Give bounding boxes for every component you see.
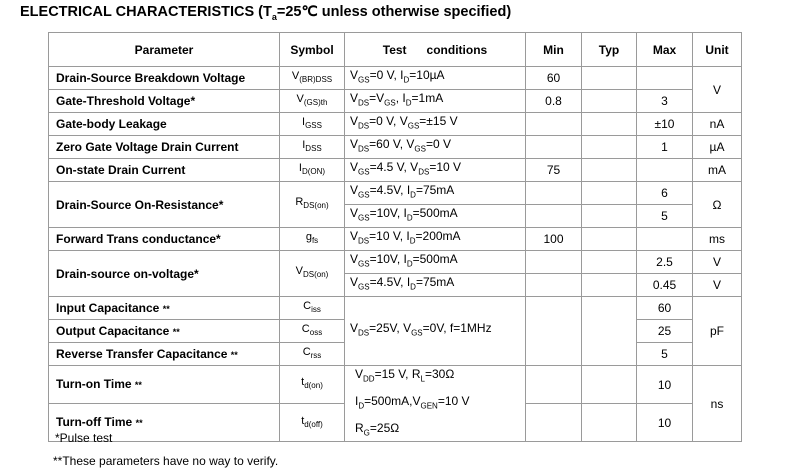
unit-cell: V [693,274,742,297]
table-row [49,297,742,320]
max-cell: 1 [637,136,693,159]
param-cell: Drain-source on-voltage* [49,251,280,297]
typ-cell [582,297,637,366]
min-cell [526,182,582,205]
param-cell: Output Capacitance ** [49,320,280,343]
table-row [49,159,742,182]
max-cell: ±10 [637,113,693,136]
header-max: Max [637,33,693,67]
typ-cell [582,67,637,90]
condition-cell: $V_{DD}=15$ V, $R_L=30\Omega$ $I_D=500mA,V_{GEN}=10$ V $R_G=25\Omega$ [345,366,526,442]
symbol-cell: $C_{iss}$ [280,297,345,320]
typ-cell [582,159,637,182]
max-cell: 5 [637,343,693,366]
typ-cell [582,228,637,251]
condition-cell: $V_{DS}=60$ V, $V_{GS}=0$ V [345,136,526,159]
param-cell: Drain-Source Breakdown Voltage [49,67,280,90]
symbol-cell: $g_{fs}$ [280,228,345,251]
unit-cell: V [693,67,742,113]
table-row [49,182,742,205]
footnote-verify: **These parameters have no way to verify. [53,454,279,468]
param-cell: On-state Drain Current [49,159,280,182]
typ-cell [582,113,637,136]
unit-cell: ms [693,228,742,251]
typ-cell [582,205,637,228]
param-cell: Turn-on Time ** [49,366,280,404]
unit-cell: mA [693,159,742,182]
typ-cell [582,136,637,159]
symbol-cell: $C_{rss}$ [280,343,345,366]
symbol-cell: $I_{DSS}$ [280,136,345,159]
min-cell [526,274,582,297]
max-cell: 3 [637,90,693,113]
max-cell [637,67,693,90]
min-cell: 60 [526,67,582,90]
max-cell [637,228,693,251]
table-row [49,366,742,404]
min-cell [526,136,582,159]
condition-cell: $V_{GS}=10V$, $I_D=500mA$ [345,251,526,274]
max-cell: 25 [637,320,693,343]
typ-cell [582,366,637,404]
min-cell [526,251,582,274]
max-cell: 5 [637,205,693,228]
table-row [49,228,742,251]
header-row [49,33,742,67]
symbol-cell: $R_{DS(on)}$ [280,182,345,228]
param-cell: Zero Gate Voltage Drain Current [49,136,280,159]
symbol-cell: $V_{DS(on)}$ [280,251,345,297]
param-cell: Drain-Source On-Resistance* [49,182,280,228]
symbol-cell: $t_{d(on)}$ [280,366,345,404]
header-typ: Typ [582,33,637,67]
min-cell [526,366,582,404]
condition-cell: $V_{GS}=4.5$ V, $V_{DS}=10$ V [345,159,526,182]
header-min: Min [526,33,582,67]
typ-cell [582,182,637,205]
min-cell [526,113,582,136]
symbol-cell: $t_{d(off)}$ [280,404,345,442]
param-cell: Turn-off Time ** [49,404,280,442]
symbol-cell: $I_{D(ON)}$ [280,159,345,182]
condition-cell: $V_{GS}=10V$, $I_D=500mA$ [345,205,526,228]
min-cell: 100 [526,228,582,251]
condition-cell: $V_{DS}=10$ V, $I_D=200mA$ [345,228,526,251]
section-title: ELECTRICAL CHARACTERISTICS ($T_a=25℃$ unless otherwise specified) [20,4,512,22]
param-cell: Forward Trans conductance* [49,228,280,251]
header-unit: Unit [693,33,742,67]
condition-cell: $V_{DS}=0$ V, $V_{GS}=\pm 15$ V [345,113,526,136]
min-cell [526,205,582,228]
unit-cell: Ω [693,182,742,228]
header-symbol: Symbol [280,33,345,67]
typ-cell [582,274,637,297]
unit-cell: ns [693,366,742,442]
electrical-characteristics-table [48,32,742,442]
unit-cell: µA [693,136,742,159]
header-conditions: Test conditions [345,33,526,67]
param-cell: Reverse Transfer Capacitance ** [49,343,280,366]
min-cell: 75 [526,159,582,182]
min-cell: 0.8 [526,90,582,113]
typ-cell [582,90,637,113]
table-row [49,113,742,136]
typ-cell [582,251,637,274]
max-cell: 10 [637,366,693,404]
condition-cell: $V_{GS}=4.5V$, $I_D=75mA$ [345,274,526,297]
max-cell: 0.45 [637,274,693,297]
symbol-cell: $I_{GSS}$ [280,113,345,136]
min-cell [526,404,582,442]
footnote-pulse: *Pulse test [55,431,113,445]
max-cell: 2.5 [637,251,693,274]
header-parameter: Parameter [49,33,280,67]
symbol-cell: $C_{oss}$ [280,320,345,343]
unit-cell: nA [693,113,742,136]
param-cell: Gate-body Leakage [49,113,280,136]
table-row [49,67,742,90]
table-row [49,136,742,159]
max-cell: 10 [637,404,693,442]
condition-cell: $V_{GS}=4.5V$, $I_D=75mA$ [345,182,526,205]
param-cell: Input Capacitance ** [49,297,280,320]
min-cell [526,297,582,366]
condition-cell: $V_{DS}=V_{GS}$, $I_D=1mA$ [345,90,526,113]
table-row [49,251,742,274]
max-cell: 60 [637,297,693,320]
condition-cell: $V_{DS}=25V$, $V_{GS}=0V$, f=1MHz [345,297,526,366]
max-cell: 6 [637,182,693,205]
unit-cell: V [693,251,742,274]
typ-cell [582,404,637,442]
symbol-cell: $V_{(GS)th}$ [280,90,345,113]
unit-cell: pF [693,297,742,366]
table-row [49,90,742,113]
symbol-cell: $V_{(BR)DSS}$ [280,67,345,90]
condition-cell: $V_{GS}=0$ V, $I_D=10\mu A$ [345,67,526,90]
max-cell [637,159,693,182]
param-cell: Gate-Threshold Voltage* [49,90,280,113]
